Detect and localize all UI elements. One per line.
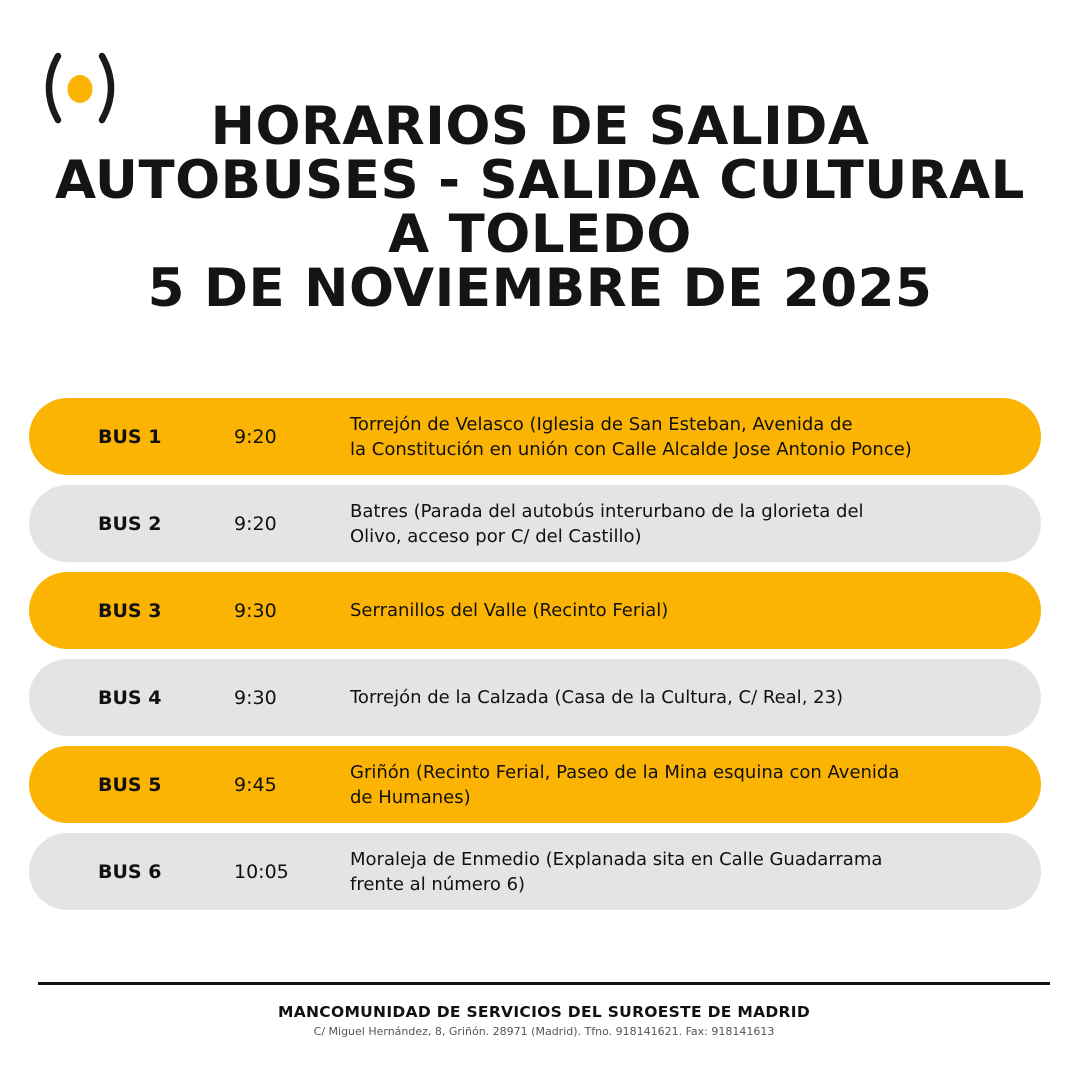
organization-address: C/ Miguel Hernández, 8, Griñón. 28971 (Madrid). Tfno. 918141621. Fax: 918141613	[313, 1025, 775, 1038]
departure-place	[350, 760, 1030, 810]
place-line: Torrejón de la Calzada (Casa de la Cultura, C/ Real, 23)	[350, 687, 844, 708]
place-line: Moraleja de Enmedio (Explanada sita en Calle Guadarrama	[350, 848, 883, 870]
departure-place	[350, 598, 1030, 623]
schedule-row-bus-2	[29, 485, 1041, 562]
center-dot	[68, 75, 93, 103]
title-line-4: 5 DE NOVIEMBRE DE 2025	[147, 258, 933, 319]
departure-time: 9:30	[234, 686, 277, 709]
place-line: frente al número 6)	[350, 873, 526, 895]
departure-place	[350, 847, 1030, 897]
bus-number: BUS 2	[98, 512, 162, 535]
schedule-row-bus-4	[29, 659, 1041, 736]
departure-time: 9:20	[234, 512, 277, 535]
title-line-3: A TOLEDO	[388, 204, 692, 265]
footer-divider	[38, 982, 1050, 985]
bus-number: BUS 5	[98, 773, 162, 796]
bus-number: BUS 1	[98, 425, 162, 448]
departure-time: 10:05	[234, 860, 289, 883]
place-line: de Humanes)	[350, 786, 471, 808]
bus-number: BUS 4	[98, 686, 162, 709]
place-line: Batres (Parada del autobús interurbano de la glorieta del	[350, 500, 864, 522]
departure-place	[350, 412, 1030, 462]
departure-time: 9:30	[234, 599, 277, 622]
title-line-2: AUTOBUSES - SALIDA CULTURAL	[55, 150, 1025, 211]
page-title	[0, 96, 1080, 319]
schedule-list	[29, 398, 1041, 920]
place-line: Olivo, acceso por C/ del Castillo)	[350, 525, 642, 547]
organization-name: MANCOMUNIDAD DE SERVICIOS DEL SUROESTE DE MADRID	[278, 1003, 810, 1021]
schedule-row-bus-1	[29, 398, 1041, 475]
departure-time: 9:20	[234, 425, 277, 448]
place-line: Griñón (Recinto Ferial, Paseo de la Mina esquina con Avenida	[350, 761, 900, 783]
title-line-1: HORARIOS DE SALIDA	[210, 96, 870, 157]
place-line: Serranillos del Valle (Recinto Ferial)	[350, 600, 669, 621]
place-line: la Constitución en unión con Calle Alcalde Jose Antonio Ponce)	[350, 438, 912, 460]
schedule-row-bus-6	[29, 833, 1041, 910]
departure-place	[350, 685, 1030, 710]
schedule-row-bus-5	[29, 746, 1041, 823]
bus-number: BUS 6	[98, 860, 162, 883]
schedule-row-bus-3	[29, 572, 1041, 649]
departure-time: 9:45	[234, 773, 277, 796]
bus-number: BUS 3	[98, 599, 162, 622]
place-line: Torrejón de Velasco (Iglesia de San Esteban, Avenida de	[350, 413, 853, 435]
departure-place	[350, 499, 1030, 549]
